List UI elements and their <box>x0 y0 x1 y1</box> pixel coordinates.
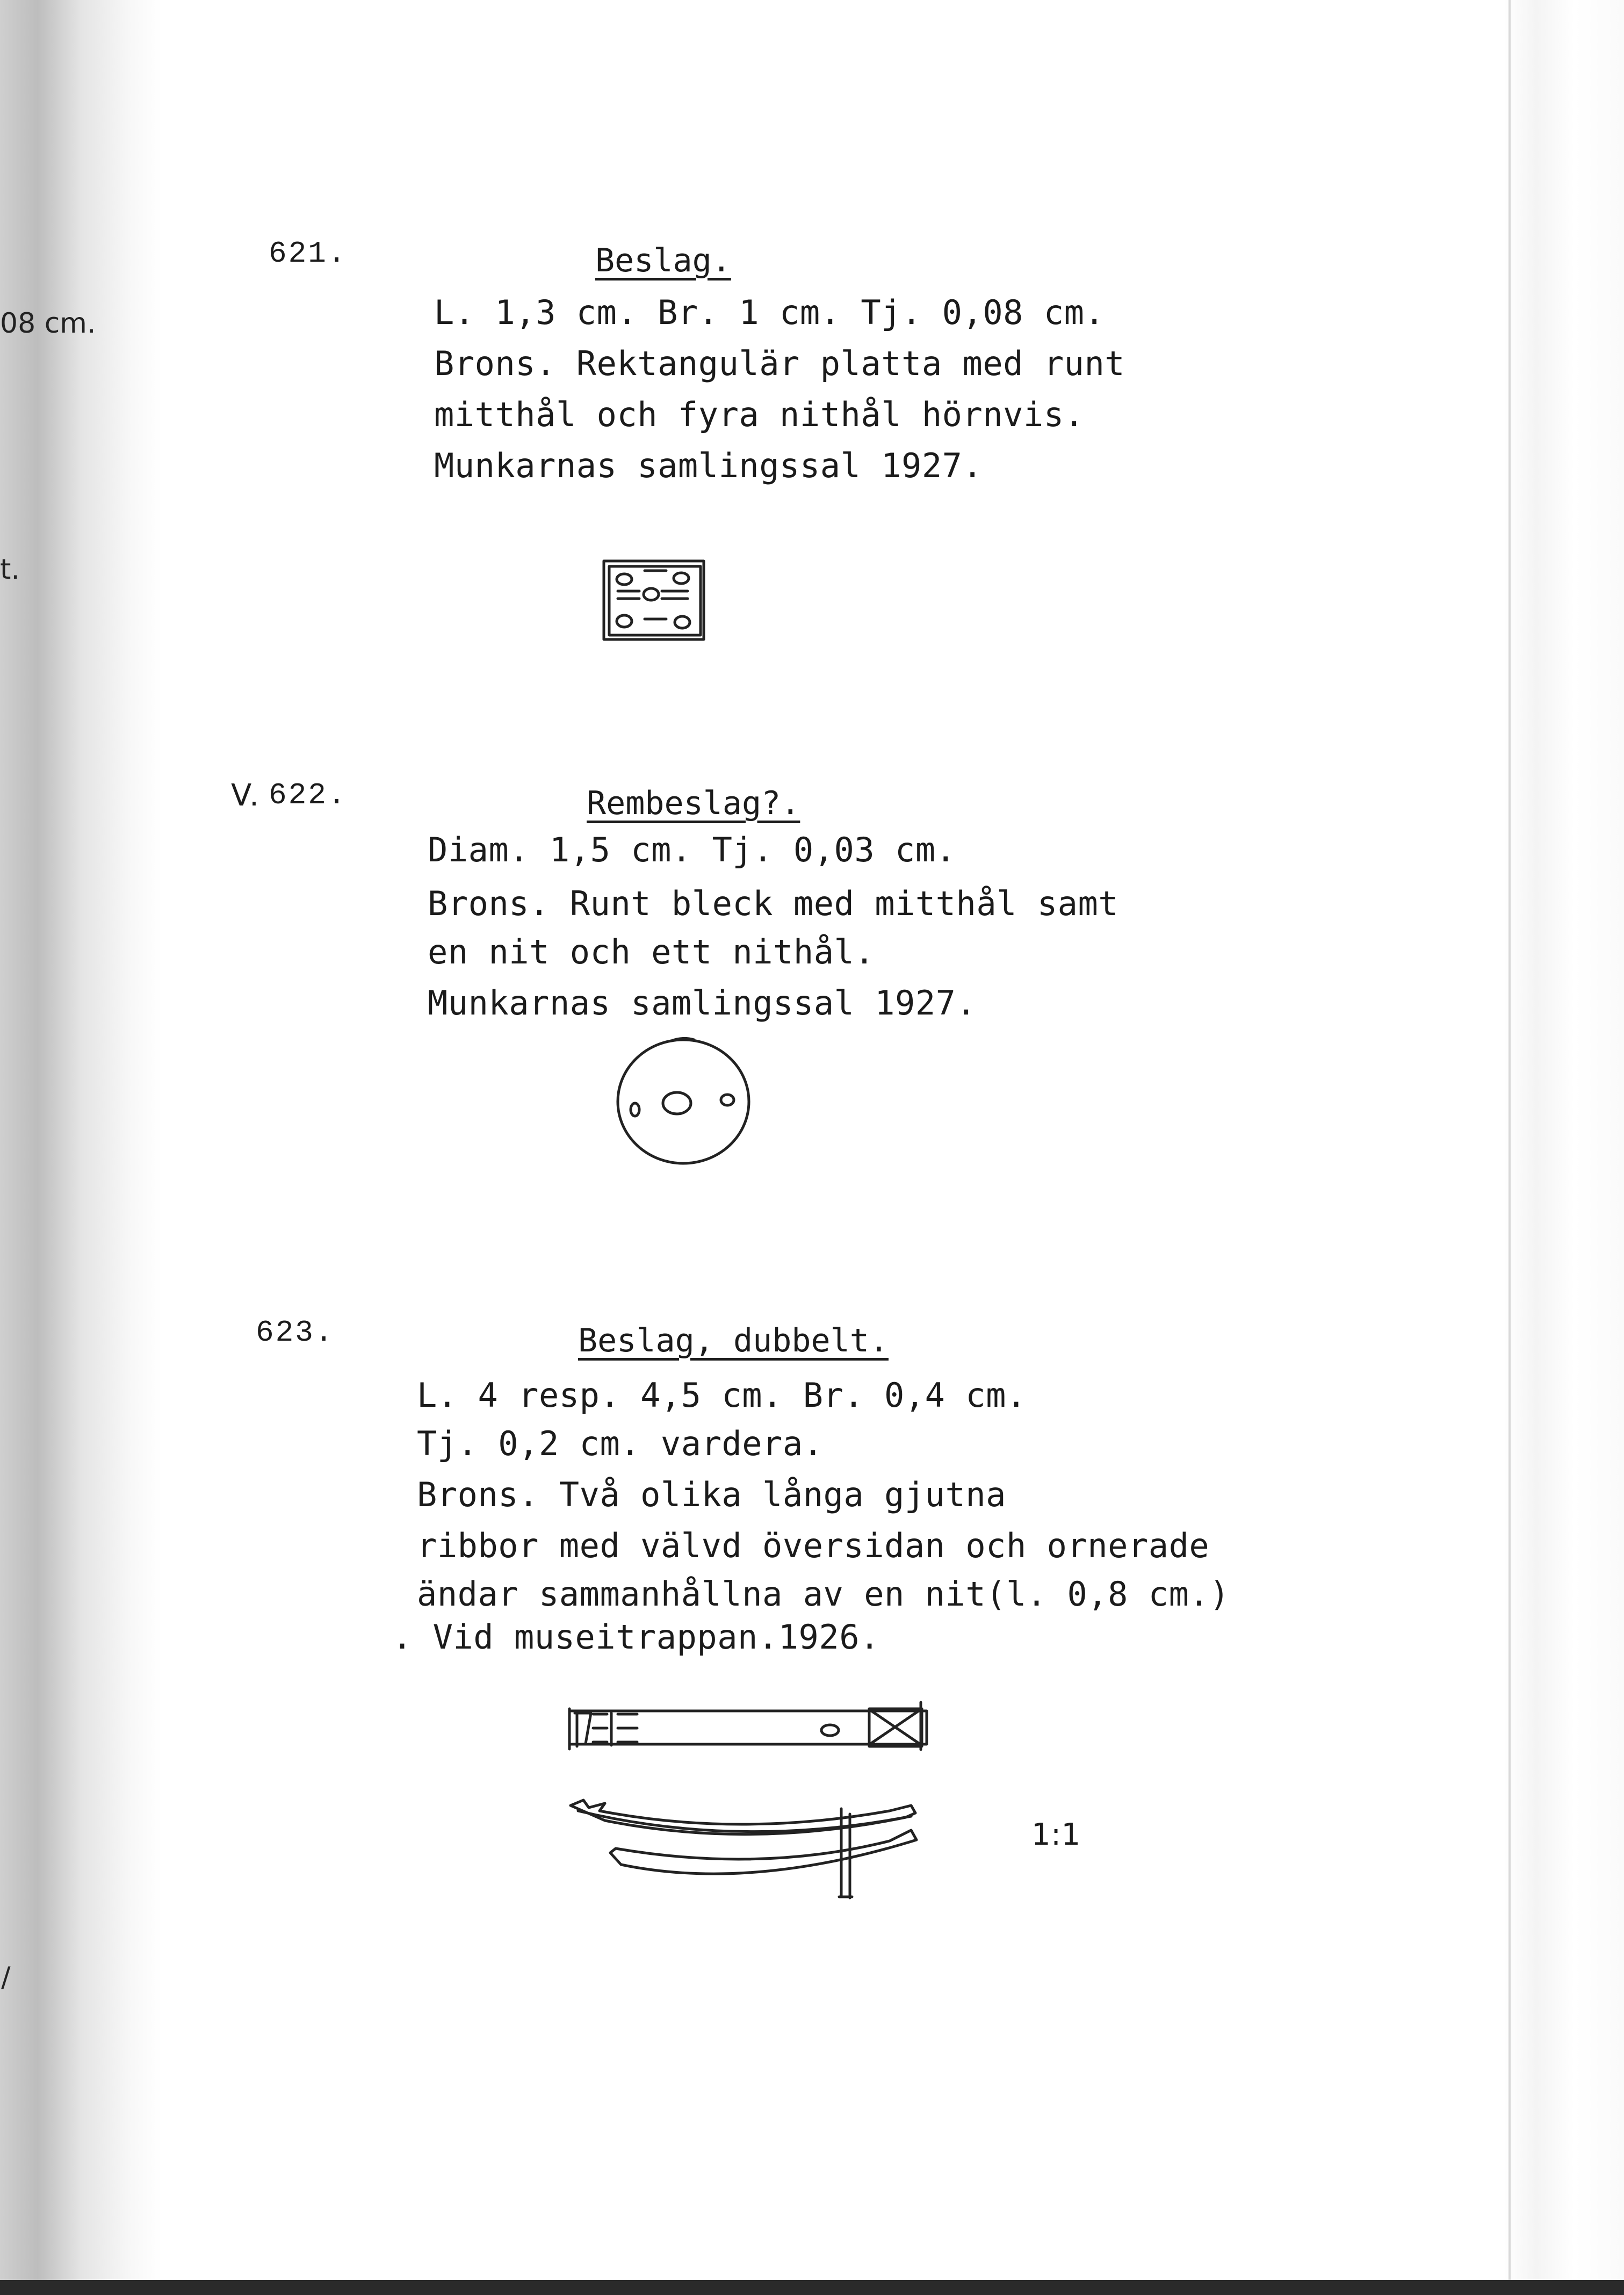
margin-note-slash: / <box>1 1961 11 1994</box>
entry-line: Brons. Rektangulär platta med runt <box>434 344 1125 383</box>
entry-line: Brons. Två olika långa gjutna <box>417 1475 1006 1514</box>
entry-number: 622. <box>269 778 348 812</box>
entry-line: ändar sammanhållna av en nit(l. 0,8 cm.) <box>417 1574 1230 1614</box>
entry-title: Beslag. <box>595 242 731 279</box>
entry-line: Munkarnas samlingssal 1927. <box>428 983 977 1023</box>
entry-line: Diam. 1,5 cm. Tj. 0,03 cm. <box>428 830 956 869</box>
margin-note-cm: 08 cm. <box>0 307 96 340</box>
double-fitting-side-view-sketch <box>567 1789 943 1897</box>
margin-note-t: t. <box>0 553 20 586</box>
entry-line: en nit och ett nithål. <box>428 932 875 972</box>
entry-check-mark: V. <box>231 778 261 813</box>
entry-title: Rembeslag?. <box>587 785 800 822</box>
page-edge-line <box>1508 0 1511 2295</box>
page-bottom-edge <box>0 2280 1624 2295</box>
entry-number: 623. <box>256 1315 335 1350</box>
binding-shadow <box>0 0 161 2295</box>
entry-line: Munkarnas samlingssal 1927. <box>434 446 983 485</box>
entry-line: mitthål och fyra nithål hörnvis. <box>434 395 1085 434</box>
page-edge-right <box>1504 0 1624 2295</box>
entry-title: Beslag, dubbelt. <box>578 1322 889 1359</box>
entry-number: 621. <box>269 236 348 271</box>
entry-line: . Vid museitrappan.1926. <box>392 1617 880 1657</box>
scale-note: 1:1 <box>1031 1817 1081 1852</box>
entry-line: L. 4 resp. 4,5 cm. Br. 0,4 cm. <box>417 1376 1027 1415</box>
entry-line: Brons. Runt bleck med mitthål samt <box>428 884 1119 923</box>
entry-line: ribbor med välvd översidan och ornerade <box>417 1526 1210 1565</box>
round-mount-sketch <box>612 1034 757 1169</box>
entry-line: L. 1,3 cm. Br. 1 cm. Tj. 0,08 cm. <box>434 293 1105 332</box>
entry-line: Tj. 0,2 cm. vardera. <box>417 1424 824 1463</box>
double-fitting-top-view-sketch <box>564 1698 935 1757</box>
fitting-plate-sketch <box>602 559 709 645</box>
